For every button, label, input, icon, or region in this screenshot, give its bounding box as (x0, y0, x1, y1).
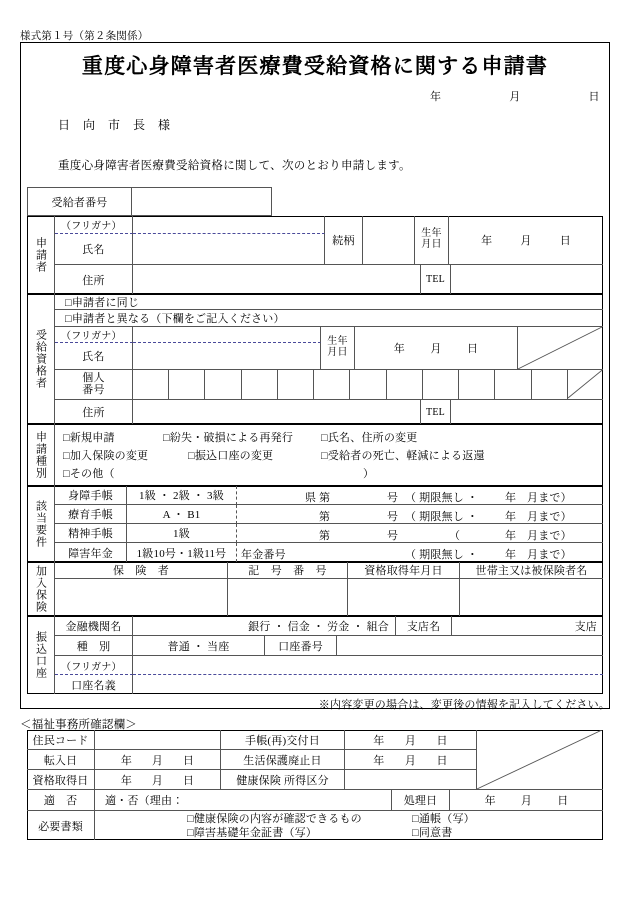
mynumber-cell[interactable] (423, 370, 459, 399)
welfare-process-month: 月 (520, 795, 533, 807)
mynumber-cell[interactable] (242, 370, 278, 399)
apptype-check-death-return[interactable]: □受給者の死亡、軽減による返還 (321, 450, 485, 462)
bank-furigana-label: （フリガナ） (55, 656, 133, 675)
requirement-detail-2[interactable] (237, 524, 603, 543)
requirement-term-year-0: 年 (505, 492, 517, 504)
date-year-label: 年 (430, 91, 442, 103)
apptype-check-insurance-change[interactable]: □加入保険の変更 (63, 450, 149, 462)
requirement-prefix-3: 年金番号 (241, 549, 286, 561)
recipient-number-value[interactable] (132, 187, 272, 216)
insurance-header-acquisition-date: 資格取得年月日 (348, 562, 460, 579)
addressee: 日 向 市 長 様 (58, 118, 176, 132)
insurance-value-symbol-number[interactable] (228, 579, 348, 616)
requirement-term-month-0: 月まで） (527, 492, 572, 504)
doc-check-consent-form[interactable]: □同意書 (412, 827, 453, 839)
mynumber-cell[interactable] (459, 370, 495, 399)
welfare-handbook-day: 日 (436, 734, 448, 747)
welfare-handbook-issue-value[interactable] (345, 730, 477, 750)
welfare-income-label: 健康保険 所得区分 (221, 770, 345, 790)
insurance-header-symbol-number: 記 号 番 号 (228, 562, 348, 579)
applicant-name-label: 氏名 (55, 234, 133, 265)
bank-institution-label: 金融機関名 (55, 616, 133, 636)
welfare-resident-code-value[interactable] (95, 730, 221, 750)
welfare-move-in-month: 月 (151, 754, 164, 767)
applicant-tel-value[interactable] (451, 265, 603, 294)
eligible-check-different[interactable]: □申請者と異なる（下欄をご記入ください） (55, 310, 603, 327)
welfare-qualification-label: 資格取得日 (27, 770, 95, 790)
welfare-handbook-issue-label: 手帳(再)交付日 (221, 730, 345, 750)
eligible-mynumber-label: 個人 番号 (55, 370, 133, 400)
requirement-suffix-2: 号 (387, 530, 399, 542)
welfare-qualification-value[interactable] (95, 770, 221, 790)
eligible-tel-value[interactable] (451, 400, 603, 424)
applicant-address-value[interactable] (133, 265, 421, 294)
eligible-tel-label: TEL (421, 400, 451, 424)
bank-side-label: 振込口座 (27, 616, 55, 694)
eligible-check-same[interactable]: □申請者に同じ (55, 294, 603, 310)
welfare-move-in-year: 年 (120, 754, 133, 767)
bank-type-options[interactable]: 普通 ・ 当座 (133, 636, 265, 656)
welfare-income-value[interactable] (345, 770, 477, 790)
applicant-side-label: 申請者 (27, 216, 55, 294)
eligible-address-value[interactable] (133, 400, 421, 424)
bank-branch-suffix[interactable]: 支店 (452, 616, 603, 636)
requirement-term-month-3: 月まで） (527, 549, 572, 561)
eligible-birth-day: 日 (467, 343, 479, 355)
mynumber-cell[interactable] (314, 370, 350, 399)
apptype-other-close: ） (363, 468, 375, 480)
applicant-birth-label: 生年 月日 (415, 216, 449, 265)
requirement-prefix-2: 第 (319, 530, 331, 542)
requirement-name-0: 身障手帳 (55, 486, 127, 505)
eligible-birth-month: 月 (430, 343, 442, 355)
applicant-relation-value[interactable] (363, 216, 415, 265)
welfare-process-date-value[interactable] (450, 790, 603, 811)
applicant-address-label: 住所 (55, 265, 133, 294)
welfare-process-day: 日 (557, 795, 569, 807)
requirement-prefix-0: 県 第 (305, 492, 331, 504)
requirement-suffix-1: 号 (387, 511, 399, 523)
welfare-section-heading: ＜福祉事務所確認欄＞ (20, 719, 137, 731)
mynumber-cell[interactable] (350, 370, 386, 399)
apptype-check-bank-change[interactable]: □振込口座の変更 (188, 450, 274, 462)
apptype-check-new[interactable]: □新規申請 (63, 432, 115, 444)
welfare-judgement-options[interactable]: 適・否（理由： (95, 790, 392, 811)
bank-institution-types[interactable]: 銀行 ・ 信金 ・ 労金 ・ 組合 (133, 616, 396, 636)
doc-check-health-insurance[interactable]: □健康保険の内容が確認できるもの (187, 813, 362, 825)
welfare-stop-label: 生活保護廃止日 (221, 750, 345, 770)
requirement-term-1: （ 期限無し ・ (405, 511, 479, 523)
mynumber-cell[interactable] (278, 370, 314, 399)
eligible-name-label: 氏名 (55, 343, 133, 370)
requirement-grade-0[interactable]: 1級 ・ 2級 ・ 3級 (127, 486, 237, 505)
eligible-furigana-label: （フリガナ） (55, 327, 133, 343)
bank-account-number-label: 口座番号 (265, 636, 337, 656)
welfare-stop-year: 年 (373, 754, 385, 767)
welfare-move-in-value[interactable] (95, 750, 221, 770)
requirement-term-2: （ (449, 530, 461, 542)
welfare-judgement-label: 適 否 (27, 790, 95, 811)
requirement-name-2: 精神手帳 (55, 524, 127, 543)
change-note: ※内容変更の場合は、変更後の情報を記入してください。 (318, 699, 610, 711)
welfare-diagonal-box (477, 730, 603, 790)
mynumber-cell[interactable] (133, 370, 169, 399)
apptype-check-reissue[interactable]: □紛失・破損による再発行 (163, 432, 294, 444)
lead-sentence: 重度心身障害者医療費受給資格に関して、次のとおり申請します。 (58, 160, 411, 172)
eligible-birth-diagonal-box (518, 327, 603, 370)
form-number: 様式第１号（第２条関係） (20, 31, 149, 42)
applicant-furigana-label: （フリガナ） (55, 216, 133, 234)
requirement-detail-1[interactable] (237, 505, 603, 524)
requirement-term-0: （ 期限無し ・ (405, 492, 479, 504)
apptype-check-name-address-change[interactable]: □氏名、住所の変更 (321, 432, 418, 444)
requirement-suffix-0: 号 (387, 492, 399, 504)
recipient-number-label: 受給者番号 (27, 187, 132, 216)
bank-account-number-value[interactable] (337, 636, 603, 656)
applicant-relation-label: 続柄 (325, 216, 363, 265)
requirements-side-label: 該当要件 (27, 486, 55, 562)
welfare-documents-label: 必要書類 (27, 811, 95, 840)
doc-check-pension-certificate[interactable]: □障害基礎年金証書（写） (187, 827, 318, 839)
mynumber-diagonal-cell (568, 370, 603, 399)
welfare-stop-value[interactable] (345, 750, 477, 770)
applicant-name-value[interactable] (133, 234, 325, 265)
requirement-term-year-3: 年 (505, 549, 517, 561)
welfare-process-year: 年 (484, 795, 496, 807)
welfare-resident-code-label: 住民コード (27, 730, 95, 750)
application-type-checkbox-group (63, 429, 598, 483)
welfare-move-in-label: 転入日 (27, 750, 95, 770)
mynumber-cell[interactable] (169, 370, 205, 399)
eligible-name-value[interactable] (133, 343, 321, 370)
insurance-value-acquisition-date[interactable] (348, 579, 460, 616)
eligible-birth-label: 生年 月日 (321, 327, 355, 370)
insurance-value-householder[interactable] (460, 579, 603, 616)
eligible-mynumber-cells (133, 370, 603, 400)
eligible-address-label: 住所 (55, 400, 133, 424)
welfare-qualification-day: 日 (182, 774, 195, 787)
insurance-header-insurer: 保 険 者 (55, 562, 228, 579)
eligible-side-label: 受給資格者 (27, 294, 55, 424)
insurance-header-householder: 世帯主又は被保険者名 (460, 562, 603, 579)
welfare-process-date-label: 処理日 (392, 790, 450, 811)
apptype-check-other[interactable]: □その他（ (63, 468, 115, 480)
requirement-name-1: 療育手帳 (55, 505, 127, 524)
requirement-grade-1[interactable]: A ・ B1 (127, 505, 237, 524)
insurance-value-insurer[interactable] (55, 579, 228, 616)
mynumber-cell[interactable] (387, 370, 423, 399)
welfare-move-in-day: 日 (182, 754, 195, 767)
applicant-birth-year: 年 (481, 235, 493, 247)
applicant-tel-label: TEL (421, 265, 451, 294)
welfare-handbook-year: 年 (373, 734, 385, 747)
requirement-term-month-1: 月まで） (527, 511, 572, 523)
bank-branch-label: 支店名 (396, 616, 452, 636)
date-day-label: 日 (588, 91, 600, 103)
requirement-detail-0[interactable] (237, 486, 603, 505)
submission-date-line (430, 88, 600, 104)
requirement-name-3: 障害年金 (55, 543, 127, 562)
mynumber-cell[interactable] (495, 370, 531, 399)
requirement-grade-2[interactable]: 1級 (127, 524, 237, 543)
bank-holder-value[interactable] (133, 675, 603, 694)
eligible-birth-year: 年 (393, 343, 405, 355)
welfare-stop-month: 月 (404, 754, 417, 767)
application-type-side-label: 申請種別 (27, 424, 55, 486)
requirement-term-year-1: 年 (505, 511, 517, 523)
requirement-grade-3[interactable]: 1級10号・1級11号 (127, 543, 237, 562)
applicant-furigana-value[interactable] (133, 216, 325, 234)
insurance-side-label: 加入保険 (27, 562, 55, 616)
eligible-birth-value[interactable] (355, 327, 518, 370)
bank-furigana-value[interactable] (133, 656, 603, 675)
welfare-handbook-month: 月 (404, 734, 417, 747)
welfare-qualification-year: 年 (120, 774, 133, 787)
welfare-stop-day: 日 (436, 754, 448, 767)
welfare-documents-group (95, 811, 603, 840)
date-month-label: 月 (509, 91, 521, 103)
requirement-detail-3[interactable] (237, 543, 603, 562)
requirement-term-3: （ 期限無し ・ (405, 549, 479, 561)
requirement-term-year-2: 年 (505, 530, 517, 542)
applicant-birth-value[interactable] (449, 216, 603, 265)
page-title: 重度心身障害者医療費受給資格に関する申請書 (81, 54, 549, 78)
bank-holder-label: 口座名義 (55, 675, 133, 694)
eligible-furigana-value[interactable] (133, 327, 321, 343)
applicant-birth-month: 月 (520, 235, 532, 247)
bank-type-label: 種 別 (55, 636, 133, 656)
welfare-qualification-month: 月 (151, 774, 164, 787)
requirement-prefix-1: 第 (319, 511, 331, 523)
mynumber-cell[interactable] (532, 370, 568, 399)
doc-check-passbook-copy[interactable]: □通帳（写） (412, 813, 475, 825)
requirement-term-month-2: 月まで） (527, 530, 572, 542)
mynumber-cell[interactable] (205, 370, 241, 399)
applicant-birth-day: 日 (559, 235, 571, 247)
